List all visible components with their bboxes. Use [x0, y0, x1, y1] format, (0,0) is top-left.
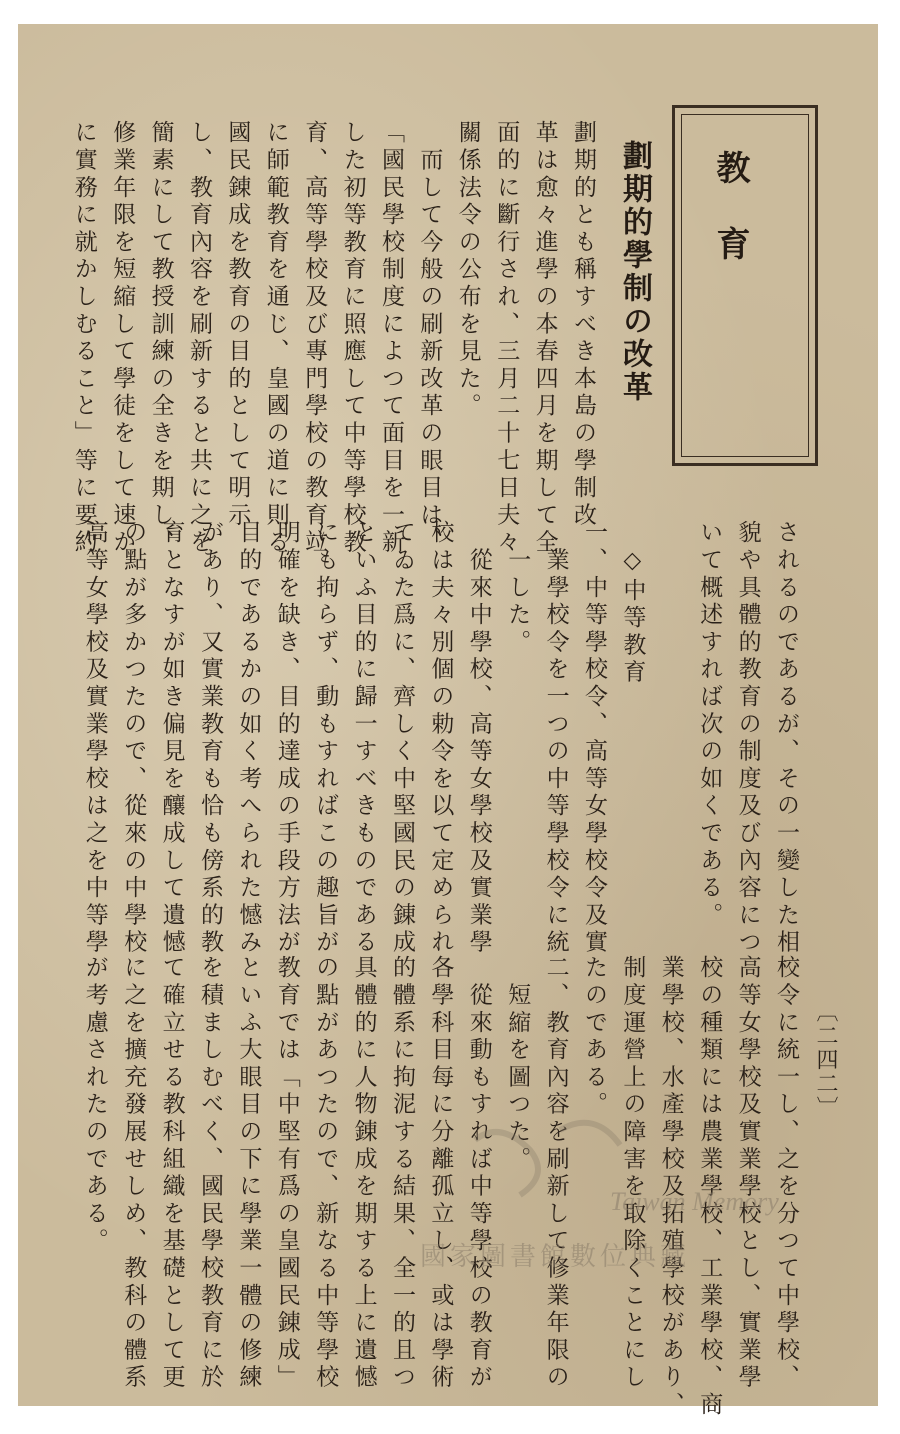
- text-column: 關係法令の公布を見た。: [454, 120, 481, 421]
- text-column: 高等女學校及實業學校とし、實業學: [734, 955, 761, 1392]
- text-column: いて概述すれば次の如くである。: [696, 520, 723, 930]
- text-column: 簡素にして教授訓練の全きを期し、: [147, 120, 174, 557]
- text-column: 「國民學校制度によつて面目を一新: [378, 120, 404, 557]
- text-column: 明確を缺き、目的達成の手段方法が: [273, 520, 300, 957]
- text-column: されるのであるが、その一變した相: [773, 520, 799, 957]
- text-column: の點が多かつたので、從來の中學校: [120, 520, 147, 957]
- text-column: 業學校、水產學校及拓殖學校があり、: [657, 955, 684, 1420]
- text-column: 具體的に人物錬成を期する上に遺憾: [350, 955, 377, 1392]
- text-column: 短縮を圖つた。: [504, 955, 531, 1174]
- text-column: といふ目的に歸一すべきものである: [350, 520, 377, 957]
- text-column: 革は愈々進學の本春四月を期して全: [531, 120, 558, 557]
- text-column: たのである。: [581, 955, 607, 1119]
- text-column: て確立せる教科組織を基礎として更: [158, 955, 185, 1392]
- text-column: 育となすが如き偏見を釀成して遺憾: [158, 520, 185, 957]
- watermark-text-en: Taiwan Memory: [610, 1187, 779, 1216]
- text-column: 二、教育內容を刷新して修業年限の: [542, 955, 569, 1392]
- text-column: 業學校令を一つの中等學校令に統: [542, 520, 569, 957]
- text-column: 從來動もすれば中等學校の教育が: [465, 955, 492, 1392]
- text-column: の點があつたので、新なる中等學校: [312, 955, 339, 1392]
- text-column: 而して今般の刷新改革の眼目は、: [416, 120, 443, 557]
- text-column: 制度運營上の障害を取除くことにし: [619, 955, 646, 1392]
- text-column: 一、中等學校令、高等女學校令及實: [581, 520, 607, 957]
- watermark-swirl-1: [475, 1132, 538, 1195]
- text-column: し、教育內容を刷新すると共に之を: [186, 120, 212, 557]
- text-column: にも拘らず、動もすればこの趣旨が: [312, 520, 339, 957]
- text-column: 從來中學校、高等女學校及實業學: [465, 520, 492, 957]
- text-column: ◇中等教育: [619, 520, 646, 687]
- text-column: があり、又實業教育も恰も傍系的教: [197, 520, 223, 957]
- watermark-swirl-2: [560, 1123, 620, 1145]
- text-column: 校は夫々別個の勅令を以て定められ: [427, 520, 454, 957]
- text-column: 校令に統一し、之を分つて中學校、: [773, 955, 799, 1392]
- text-column: 的體系に拘泥する結果、全一的且つ: [389, 955, 415, 1392]
- article-heading: 劃期的學制の改革: [617, 140, 652, 404]
- text-column: 目的であるかの如く考へられた憾み: [235, 520, 262, 957]
- text-column: を積ましむべく、國民學校教育に於: [197, 955, 223, 1392]
- text-column: に實務に就かしむること」等に要約: [70, 120, 97, 557]
- watermark-text-zh: 國家圖書館數位典藏: [420, 1242, 691, 1272]
- text-column: 育、高等學校及び專門學校の教育竝: [301, 120, 328, 557]
- text-column: 面的に斷行され、三月二十七日夫々: [493, 120, 520, 557]
- text-column: 高等女學校及實業學校は之を中等學: [81, 520, 108, 957]
- text-column: に之を擴充發展せしめ、教科の體系: [120, 955, 147, 1392]
- text-column: 劃期的とも稱すべき本島の學制改: [570, 120, 596, 530]
- text-column: 校の種類には農業學校、工業學校、商: [696, 955, 723, 1420]
- page-number: 〔二四二〕: [813, 1000, 838, 1120]
- text-column: 各學科目每に分離孤立し、或は學術: [427, 955, 454, 1392]
- text-column: 教育では「中堅有爲の皇國民錬成」: [273, 955, 300, 1392]
- library-watermark-stamp: [380, 1100, 780, 1300]
- text-column: 一した。: [504, 520, 531, 657]
- text-column: といふ大眼目の下に學業一體の修練: [235, 955, 262, 1392]
- section-title: 教育: [710, 150, 750, 302]
- text-column: 貌や具體的教育の制度及び內容につ: [734, 520, 761, 957]
- text-column: が考慮されたのである。: [81, 955, 108, 1256]
- text-column: に師範教育を通じ、皇國の道に則る: [262, 120, 289, 557]
- text-column: 修業年限を短縮して學徒をして速か: [109, 120, 136, 557]
- text-column: 國民錬成を教育の目的として明示: [224, 120, 251, 530]
- text-column: した初等教育に照應して中等學校教: [339, 120, 366, 557]
- text-column: てゐた爲に、齊しく中堅國民の錬成: [389, 520, 415, 957]
